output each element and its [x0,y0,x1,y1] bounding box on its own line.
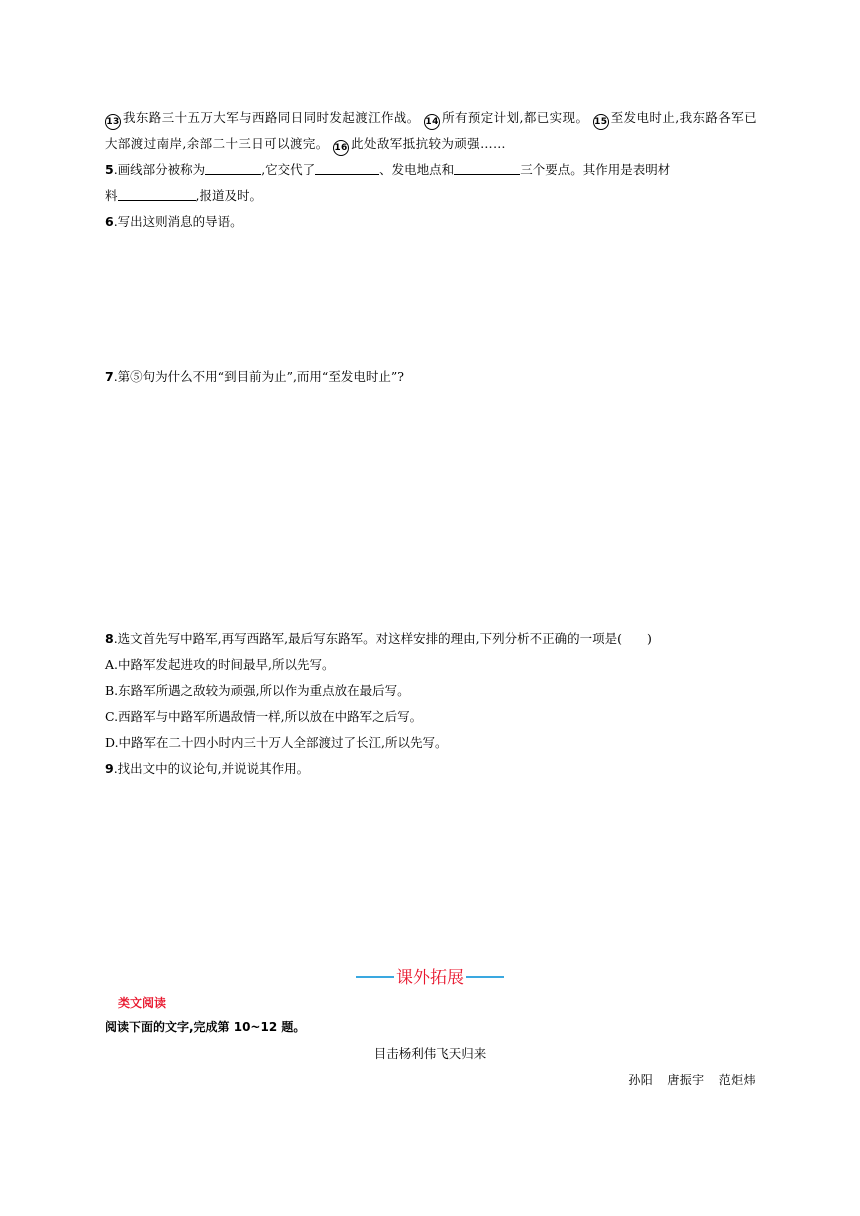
section-header [0,963,860,988]
section-rule-left [356,976,394,978]
circled-number-15: 15 [593,114,609,130]
option-c[interactable]: C.西路军与中路军所遇敌情一样,所以放在中路军之后写。 [105,709,423,724]
question-5-text-3: 、发电地点和 [379,162,455,177]
passage-line-2 [105,136,506,156]
answer-blank[interactable] [118,188,196,201]
circled-number-14: 14 [424,114,440,130]
reading-tag: 类文阅读 [118,996,167,1010]
question-7-text: .第⑤句为什么不用“到目前为止”,而用“至发电时止”? [113,369,404,384]
article-authors: 孙阳 唐振宇 范炬炜 [628,1073,756,1087]
section-rule-right [466,976,504,978]
question-9-number: 9 [105,761,114,776]
sentence-16: 此处敌军抵抗较为顽强…… [351,136,506,151]
answer-blank[interactable] [205,162,261,175]
option-d[interactable]: D.中路军在二十四小时内三十万人全部渡过了长江,所以先写。 [105,735,448,750]
section-title: 课外拓展 [396,968,464,988]
question-6-number: 6 [105,214,114,229]
circled-number-16: 16 [333,140,349,156]
answer-blank[interactable] [315,162,379,175]
question-7-number: 7 [105,369,114,384]
instruction: 阅读下面的文字,完成第 10~12 题。 [105,1020,306,1034]
question-5-text-2: ,它交代了 [261,162,316,177]
answer-blank[interactable] [454,162,520,175]
sentence-14: 所有预定计划,都已实现。 [442,110,589,125]
question-8-number: 8 [105,631,114,646]
question-5-text-5: 料 [105,188,118,203]
question-9 [105,761,309,777]
sentence-15a: 至发电时止,我东路各军已 [610,110,758,125]
question-5-text-4: 三个要点。其作用是表明材 [520,162,671,177]
question-6 [105,214,243,230]
circled-number-13: 13 [105,114,121,130]
sentence-15b: 大部渡过南岸,余部二十三日可以渡完。 [105,136,329,151]
question-7 [105,369,404,385]
question-6-text: .写出这则消息的导语。 [113,214,243,229]
sentence-13: 我东路三十五万大军与西路同日同时发起渡江作战。 [123,110,420,125]
question-8-text: .选文首先写中路军,再写西路军,最后写东路军。对这样安排的理由,下列分析不正确的一项是( ) [113,631,652,646]
question-5-text-1: .画线部分被称为 [113,162,206,177]
question-5-text-6: ,报道及时。 [195,188,262,203]
question-9-text: .找出文中的议论句,并说说其作用。 [113,761,310,776]
question-5-number: 5 [105,162,114,177]
option-b[interactable]: B.东路军所遇之敌较为顽强,所以作为重点放在最后写。 [105,683,410,698]
question-5-continued [105,188,262,204]
option-a[interactable]: A.中路军发起进攻的时间最早,所以先写。 [105,657,335,672]
passage-line-1 [105,110,757,130]
question-8 [105,631,652,647]
article-title: 目击杨利伟飞天归来 [373,1046,487,1061]
question-5 [105,162,670,178]
